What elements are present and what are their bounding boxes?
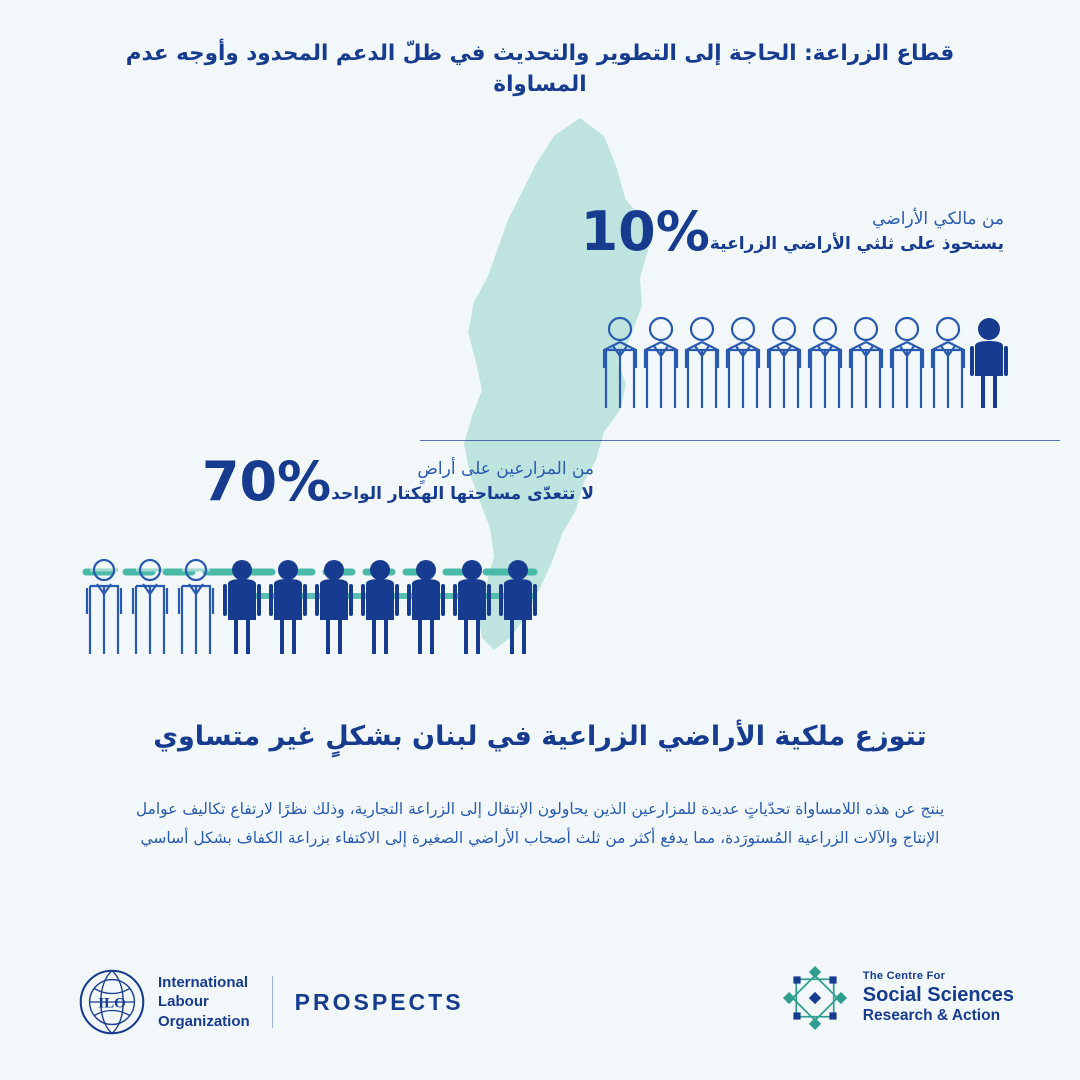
centre-logo [779, 962, 1014, 1034]
svg-text:ILO: ILO [98, 995, 126, 1012]
body-paragraph: ينتج عن هذه اللامساواة تحدّياتٍ عديدة للمزارعين الذين يحاولون الإنتقال إلى الزراعة التجارية، وذلك نظرًا لارتفاع تكاليف عوامل الإنتاج والآلات الزراعية المُستورَدة، مما يدفع أكثر من ثلث أصحاب الأراضي الصغيرة إلى الاكتفاء بزراعة الكفاف بشكل أساسي [135, 800, 945, 848]
stat-block-landowners [498, 200, 1018, 263]
pictogram-smallholders [80, 552, 540, 662]
section-subtitle: تتوزع ملكية الأراضي الزراعية في لبنان بشكلٍ غير متساوي [153, 721, 927, 752]
page-title: قطاع الزراعة: الحاجة إلى التطوير والتحديث في ظلّ الدعم المحدود وأوجه عدم المساواة [125, 41, 955, 98]
centre-line-2: Social Sciences [862, 984, 1014, 1007]
centre-emblem-icon [779, 962, 851, 1034]
stat-bottom-line1: من المزارعين على أراضٍ [417, 458, 594, 479]
centre-wordmark [863, 970, 1014, 1026]
ilo-wordmark [158, 973, 250, 1031]
prospects-wordmark: PROSPECTS [294, 988, 464, 1015]
ilo-line-3: Organization [158, 1012, 250, 1030]
stat-bottom-line2: لا تتعدّى مساحتها الهكتار الواحد [331, 484, 594, 504]
pictogram-landowners [598, 312, 1018, 412]
logo-divider [272, 976, 273, 1028]
stat-top-line2: يستحوذ على ثلثي الأراضي الزراعية [709, 234, 1004, 254]
stat-bottom-value: 70% [201, 450, 332, 513]
ilo-emblem-icon [78, 968, 146, 1036]
section-divider [420, 440, 1060, 441]
ilo-line-2: Labour [158, 993, 209, 1011]
stat-block-smallholders [88, 450, 608, 513]
stat-top-line1: من مالكي الأراضي [872, 208, 1004, 229]
ilo-logo [78, 968, 464, 1036]
ilo-line-1: International [158, 974, 249, 992]
footer [0, 934, 1080, 1044]
centre-line-3: Research & Action [862, 1007, 1001, 1025]
centre-line-1: The Centre For [862, 970, 946, 983]
stat-top-value: 10% [580, 200, 710, 263]
